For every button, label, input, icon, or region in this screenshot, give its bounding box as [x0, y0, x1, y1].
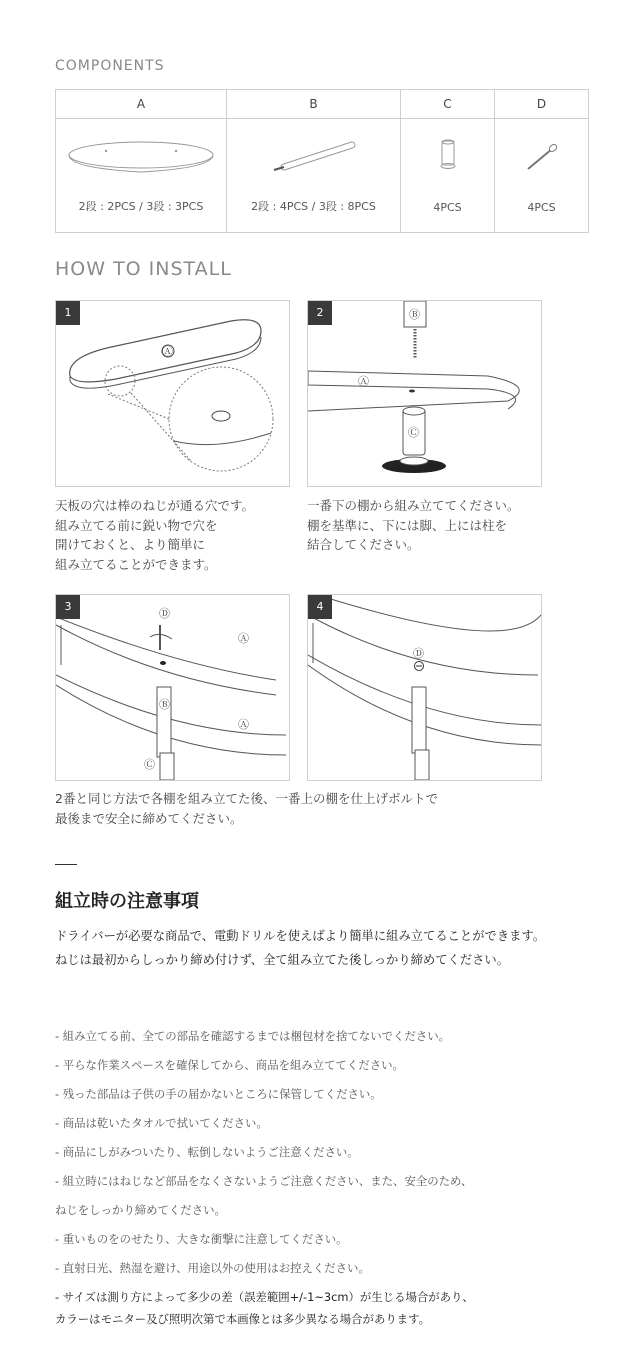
column-header-a: A [56, 90, 227, 119]
step-1-diagram [56, 301, 289, 486]
part-mark-a-lower: Ⓐ [238, 718, 249, 731]
step-4-diagram [308, 595, 541, 780]
column-header-d: D [495, 90, 589, 119]
notice-title: 組立時の注意事項 [55, 891, 199, 912]
step-3-illustration [55, 594, 290, 781]
part-mark-b: Ⓑ [409, 308, 420, 321]
components-table [55, 89, 589, 233]
list-item: - 直射日光、熱湿を避け、用途以外の使用はお控えください。 [55, 1261, 370, 1275]
part-mark-b: Ⓑ [159, 698, 170, 711]
component-cell-c [401, 119, 495, 233]
finishing-bolt-icon [522, 137, 562, 177]
component-qty-a: 2段 : 2PCS / 3段 : 3PCS [78, 200, 204, 213]
step-4-badge: 4 [308, 595, 332, 619]
component-qty-b: 2段 : 4PCS / 3段 : 8PCS [251, 200, 376, 213]
list-item: - 組立時にはねじなど部品をなくさないようご注意ください、また、安全のため、 ねじをしっかり締めてください。 [55, 1174, 473, 1217]
column-header-b: B [227, 90, 401, 119]
part-mark-a: Ⓐ [358, 375, 369, 388]
step-1-caption: 天板の穴は棒のねじが通る穴です。 組み立てる前に鋭い物で穴を 開けておくと、より簡単に 組み立てることができます。 [55, 498, 255, 572]
component-qty-d: 4PCS [527, 201, 556, 214]
component-cell-a [56, 119, 227, 233]
component-cell-d [495, 119, 589, 233]
part-mark-d: Ⓓ [159, 607, 170, 620]
step-3-diagram [56, 595, 289, 780]
step-1-illustration [55, 300, 290, 487]
part-mark-d: Ⓓ [413, 647, 424, 660]
list-item: - 商品は乾いたタオルで拭いてください。 [55, 1116, 268, 1130]
list-item: - 重いものをのせたり、大きな衝撃に注意してください。 [55, 1232, 348, 1246]
components-title: COMPONENTS [55, 58, 165, 74]
part-mark-c: Ⓒ [144, 758, 155, 771]
section-divider [55, 864, 77, 865]
component-qty-c: 4PCS [433, 201, 462, 214]
step-1-badge: 1 [56, 301, 80, 325]
step-2-illustration [307, 300, 542, 487]
list-item: - 平らな作業スペースを確保してから、商品を組み立ててください。 [55, 1058, 404, 1072]
notice-lead: ドライバーが必要な商品で、電動ドリルを使えばより簡単に組み立てることができます。 ねじは最初からしっかり締め付けず、全て組み立てた後しっかり締めてください。 [55, 929, 546, 967]
part-mark-a: Ⓐ [238, 632, 249, 645]
step-2-caption: 一番下の棚から組み立ててください。 棚を基準に、下には脚、上には柱を 結合してください。 [307, 498, 520, 552]
list-item: - 残った部品は子供の手の届かないところに保管してください。 [55, 1087, 382, 1101]
tabletop-board-icon [66, 137, 216, 177]
notice-list [55, 1022, 615, 1330]
step-3-badge: 3 [56, 595, 80, 619]
column-header-c: C [401, 90, 495, 119]
install-title: HOW TO INSTALL [55, 258, 232, 280]
component-cell-b [227, 119, 401, 233]
part-mark-a: Ⓐ [162, 345, 173, 358]
pole-rod-icon [264, 137, 364, 177]
step-3-4-caption: 2番と同じ方法で各棚を組み立てた後、一番上の棚を仕上げボルトで 最後まで安全に締めてください。 [55, 791, 438, 826]
step-2-diagram [308, 301, 541, 486]
foot-leg-icon [433, 137, 463, 177]
list-item: - サイズは測り方によって多少の差（誤差範囲+/-1~3cm）が生じる場合があり、 カラーはモニター及び照明次第で本画像とは多少異なる場合があります。 [55, 1290, 474, 1326]
list-item: - 組み立てる前、全ての部品を確認するまでは梱包材を捨てないでください。 [55, 1029, 451, 1043]
list-item: - 商品にしがみついたり、転倒しないようご注意ください。 [55, 1145, 359, 1159]
step-4-illustration [307, 594, 542, 781]
step-2-badge: 2 [308, 301, 332, 325]
part-mark-c: Ⓒ [408, 426, 419, 439]
